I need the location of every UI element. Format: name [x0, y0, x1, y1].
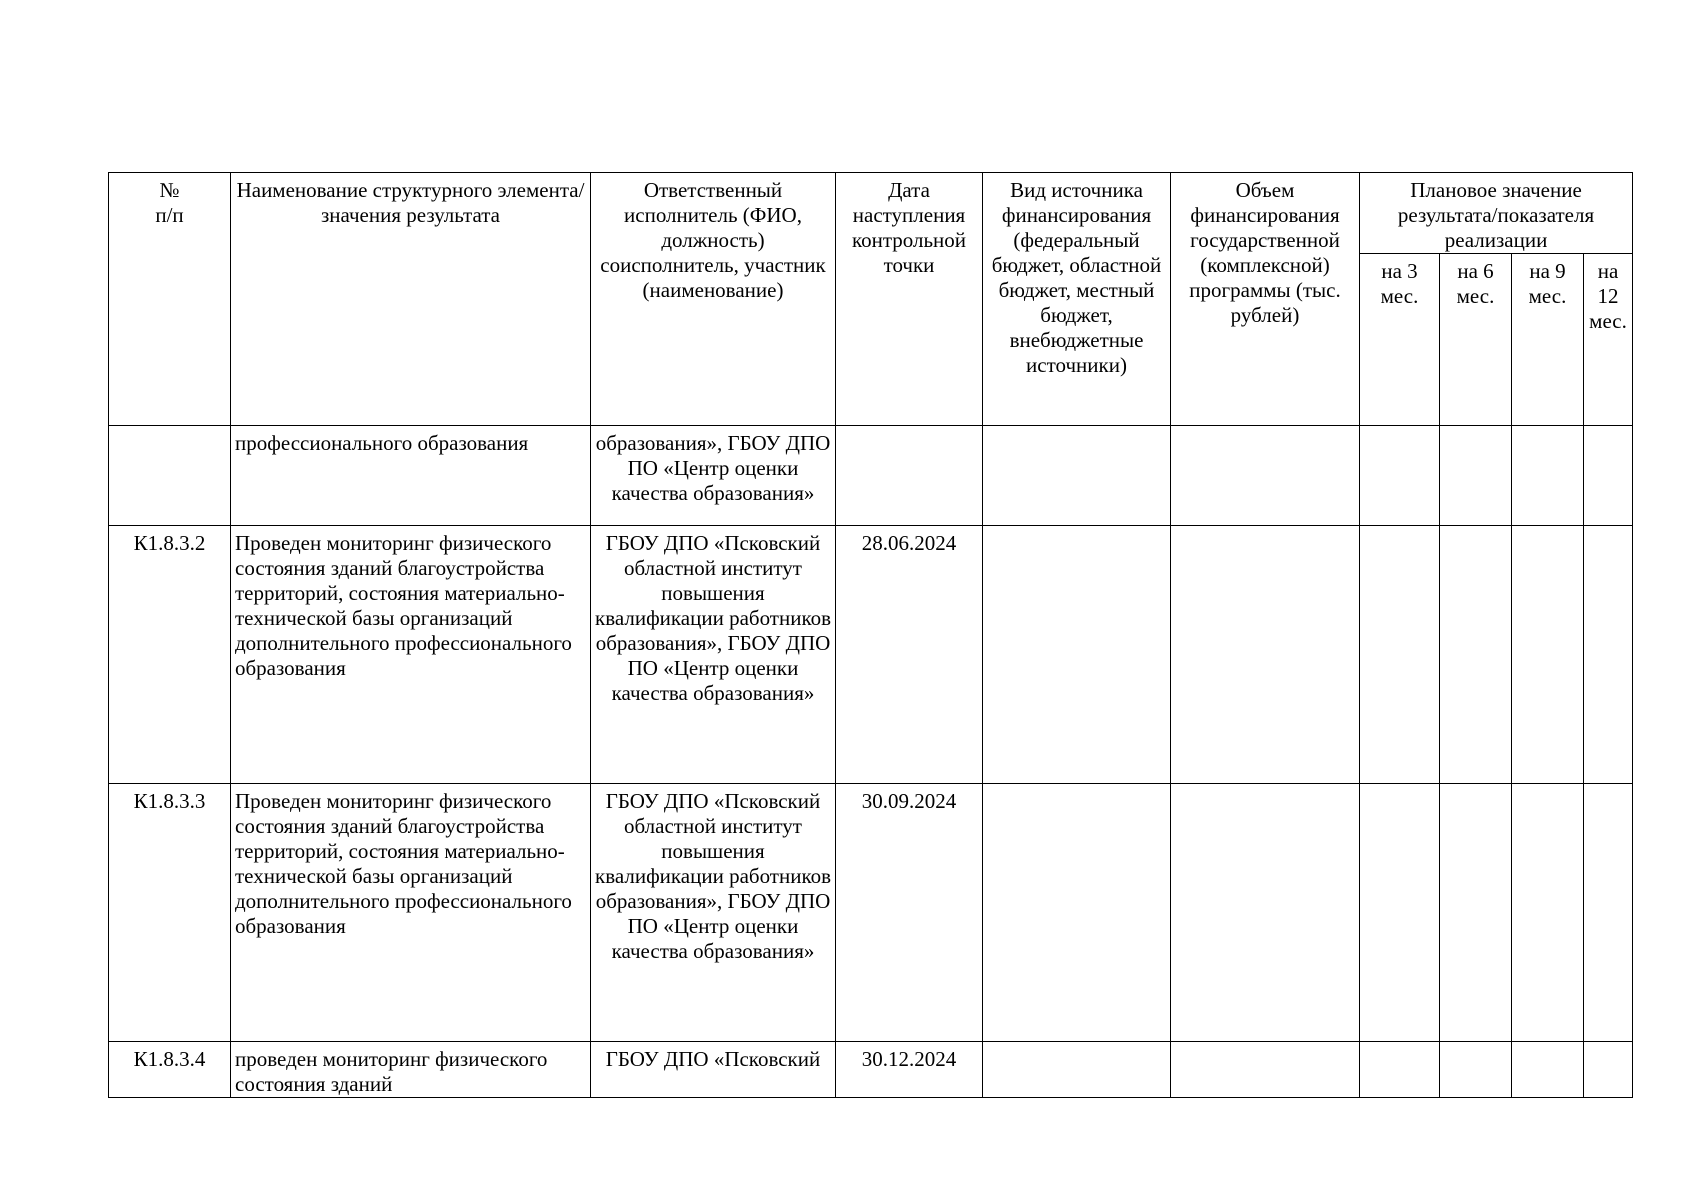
cell-m9 [1512, 1042, 1584, 1098]
cell-num [109, 426, 231, 526]
cell-m12 [1584, 426, 1633, 526]
cell-responsible: ГБОУ ДПО «Псковский областной институт повышения квалификации работников образования», ГБОУ ДПО ПО «Центр оценки качества образования» [591, 784, 836, 1042]
cell-date: 30.09.2024 [836, 784, 983, 1042]
cell-source [983, 784, 1171, 1042]
header-volume: Объем финансирования государственной (комплексной) программы (тыс. рублей) [1171, 173, 1360, 426]
cell-name: Проведен мониторинг физического состояния зданий благоустройства территорий, состояния материально-технической базы организаций дополнительного профессионального образования [231, 784, 591, 1042]
header-m12: на 12 мес. [1584, 254, 1633, 426]
cell-date [836, 426, 983, 526]
header-responsible: Ответственный исполнитель (ФИО, должность) соисполнитель, участник (наименование) [591, 173, 836, 426]
cell-m6 [1440, 784, 1512, 1042]
cell-m9 [1512, 426, 1584, 526]
header-num: № п/п [109, 173, 231, 426]
header-name: Наименование структурного элемента/ значения результата [231, 173, 591, 426]
header-m3: на 3 мес. [1360, 254, 1440, 426]
cell-responsible: ГБОУ ДПО «Псковский [591, 1042, 836, 1098]
header-source: Вид источника финансирования (федеральный бюджет, областной бюджет, местный бюджет, внебюджетные источники) [983, 173, 1171, 426]
cell-m3 [1360, 1042, 1440, 1098]
cell-name: Проведен мониторинг физического состояния зданий благоустройства территорий, состояния материально-технической базы организаций дополнительного профессионального образования [231, 526, 591, 784]
cell-volume [1171, 1042, 1360, 1098]
table-row [109, 426, 1633, 526]
plan-table [108, 172, 1633, 1098]
header-m6: на 6 мес. [1440, 254, 1512, 426]
cell-m9 [1512, 526, 1584, 784]
table-row [109, 526, 1633, 784]
cell-m12 [1584, 1042, 1633, 1098]
cell-num: К1.8.3.2 [109, 526, 231, 784]
header-date: Дата наступления контрольной точки [836, 173, 983, 426]
cell-volume [1171, 784, 1360, 1042]
cell-m6 [1440, 1042, 1512, 1098]
cell-m9 [1512, 784, 1584, 1042]
table-row [109, 784, 1633, 1042]
cell-num: К1.8.3.4 [109, 1042, 231, 1098]
cell-num: К1.8.3.3 [109, 784, 231, 1042]
header-planned: Плановое значение результата/показателя реализации [1360, 173, 1633, 254]
cell-source [983, 1042, 1171, 1098]
cell-m3 [1360, 784, 1440, 1042]
cell-responsible: образования», ГБОУ ДПО ПО «Центр оценки качества образования» [591, 426, 836, 526]
cell-volume [1171, 426, 1360, 526]
cell-m6 [1440, 426, 1512, 526]
cell-volume [1171, 526, 1360, 784]
cell-source [983, 426, 1171, 526]
cell-m3 [1360, 526, 1440, 784]
header-m9: на 9 мес. [1512, 254, 1584, 426]
table-row [109, 1042, 1633, 1098]
cell-m6 [1440, 526, 1512, 784]
cell-date: 30.12.2024 [836, 1042, 983, 1098]
cell-responsible: ГБОУ ДПО «Псковский областной институт повышения квалификации работников образования», ГБОУ ДПО ПО «Центр оценки качества образования» [591, 526, 836, 784]
cell-m3 [1360, 426, 1440, 526]
cell-date: 28.06.2024 [836, 526, 983, 784]
cell-m12 [1584, 526, 1633, 784]
cell-m12 [1584, 784, 1633, 1042]
cell-name: проведен мониторинг физического состояния зданий [231, 1042, 591, 1098]
cell-source [983, 526, 1171, 784]
cell-name: профессионального образования [231, 426, 591, 526]
